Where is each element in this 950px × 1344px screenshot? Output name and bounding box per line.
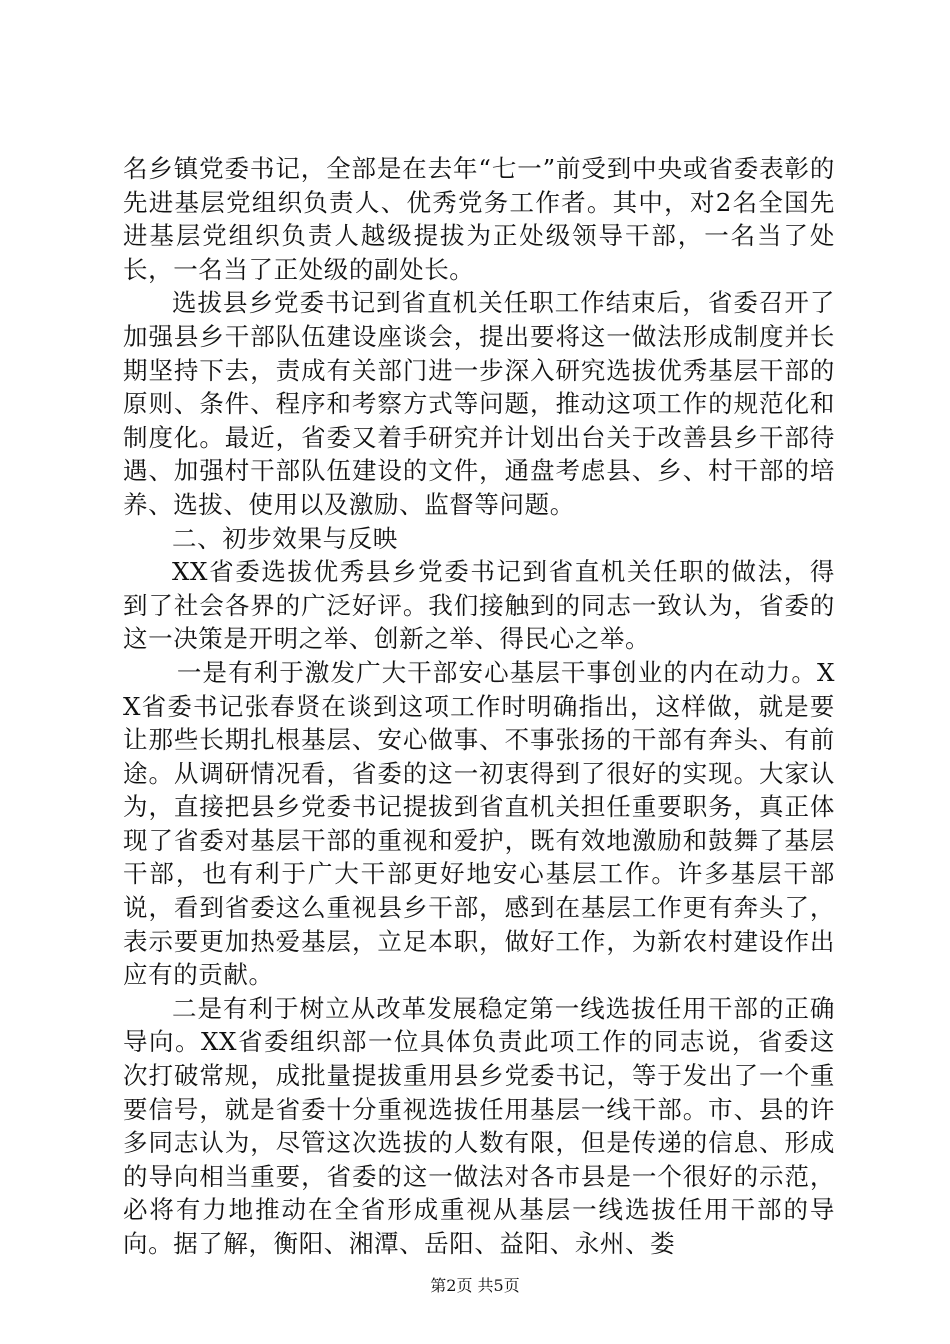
paragraph-point-one: 一是有利于激发广大干部安心基层干事创业的内在动力。XX省委书记张春贤在谈到这项工作时明确指出，这样做，就是要让那些长期扎根基层、安心做事、不事张扬的干部有奔头、有前途。从调研情况看，省委的这一初衷得到了很好的实现。大家认为，直接把县乡党委书记提拔到省直机关担任重要职务，真正体现了省委对基层干部的重视和爱护，既有效地激励和鼓舞了基层干部，也有利于广大干部更好地安心基层工作。许多基层干部说，看到省委这么重视县乡干部，感到在基层工作更有奔头了，表示要更加热爱基层，立足本职，做好工作，为新农村建设作出应有的贡献。 xyxy=(123,657,835,990)
paragraph-system-building: 选拔县乡党委书记到省直机关任职工作结束后，省委召开了加强县乡干部队伍建设座谈会，提出要将这一做法形成制度并长期坚持下去，责成有关部门进一步深入研究选拔优秀基层干部的原则、条件、程序和考察方式等问题，推动这项工作的规范化和制度化。最近，省委又着手研究并计划出台关于改善县乡干部待遇、加强村干部队伍建设的文件，通盘考虑县、乡、村干部的培养、选拔、使用以及激励、监督等问题。 xyxy=(123,288,835,519)
paragraph-point-two: 二是有利于树立从改革发展稳定第一线选拔任用干部的正确导向。XX省委组织部一位具体负责此项工作的同志说，省委这次打破常规，成批量提拔重用县乡党委书记，等于发出了一个重要信号，就是省委十分重视选拔任用基层一线干部。市、县的许多同志认为，尽管这次选拔的人数有限，但是传递的信息、形成的导向相当重要，省委的这一做法对各市县是一个很好的示范，必将有力地推动在全省形成重视从基层一线选拔任用干部的导向。据了解，衡阳、湘潭、岳阳、益阳、永州、娄 xyxy=(123,993,835,1258)
paragraph-continuation: 名乡镇党委书记，全部是在去年“七一”前受到中央或省委表彰的先进基层党组织负责人、优秀党务工作者。其中，对2名全国先进基层党组织负责人越级提拔为正处级领导干部，一名当了处长，一名当了正处级的副处长。 xyxy=(123,154,835,284)
page-footer: 第2页 共5页 xyxy=(430,1276,520,1295)
paragraph-public-response: XX省委选拔优秀县乡党委书记到省直机关任职的做法，得到了社会各界的广泛好评。我们接触到的同志一致认为，省委的这一决策是开明之举、创新之举、得民心之举。 xyxy=(123,557,835,654)
document-body xyxy=(123,152,835,1261)
section-heading-effects: 二、初步效果与反映 xyxy=(172,523,398,553)
